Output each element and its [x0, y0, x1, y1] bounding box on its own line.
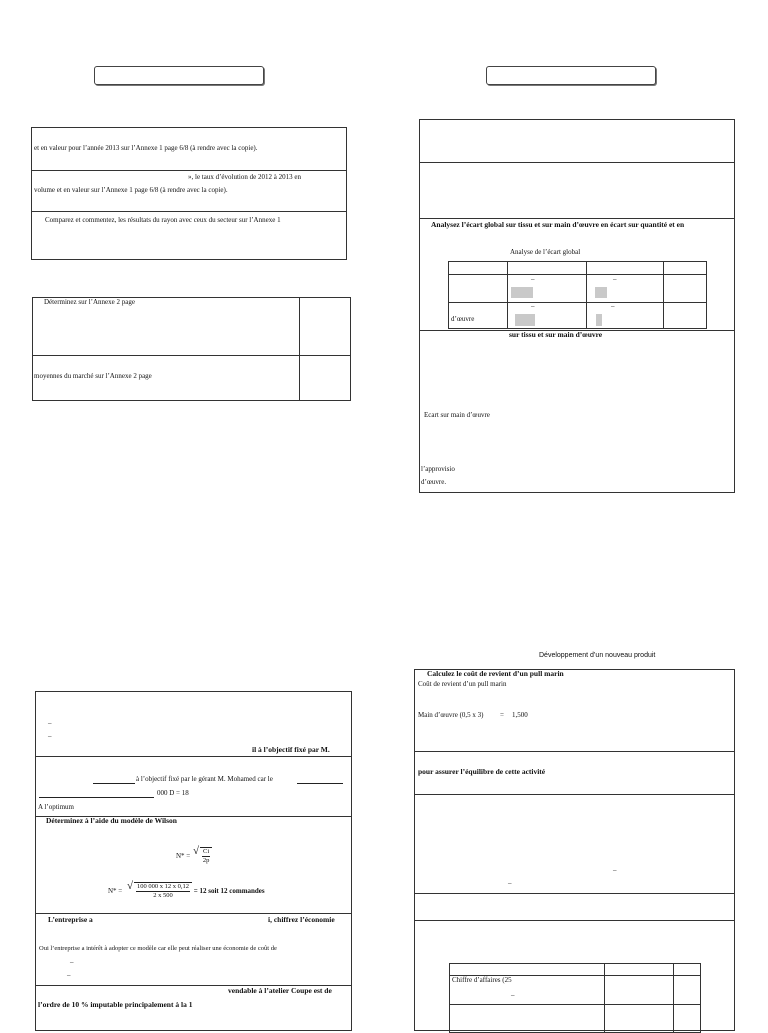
redacted-cell: [595, 287, 607, 298]
objectif-text: à l’objectif fixé par le gérant M. Mohamed car le: [136, 775, 273, 783]
main-oeuvre: Main d’œuvre (0,5 x 3): [418, 711, 484, 719]
calc-result: = 12 soit 12 commandes: [193, 887, 265, 896]
equilibre: pour assurer l’équilibre de cette activité: [418, 767, 546, 776]
objectif-right: il à l’objectif fixé par M.: [252, 745, 330, 754]
approvisio: l’approvisio: [421, 465, 455, 473]
blank-line: [93, 783, 135, 784]
wilson-calculation: N* = √ $\frac{100 000 x 12 x 0,12}{2 x 500}$ = 12 soit 12 commandes: [108, 882, 265, 900]
ecart-mo: Ecart sur main d’œuvre: [424, 411, 490, 419]
text-line: Comparez et commentez, les résultats du rayon avec ceux du secteur sur l’Annexe 1: [45, 216, 281, 224]
value-line: 000 D = 18: [157, 789, 189, 797]
optimum-line: A l’optimum: [38, 803, 74, 811]
text-line: », le taux d’évolution de 2012 à 2013 en: [188, 173, 301, 181]
redacted-cell: [596, 314, 602, 326]
calc-title: Calculez le coût de revient d’un pull marin: [427, 669, 564, 678]
wilson-formula: N* = √ $\frac{Ci}{2p}$: [176, 847, 212, 865]
table-title: Analyse de l’écart global: [510, 248, 581, 256]
text-line: volume et en valeur sur l’Annexe 1 page 6/8 (à rendre avec la copie).: [34, 186, 228, 194]
entreprise-a: L’entreprise a: [48, 915, 93, 924]
tab-box-top-left: [94, 66, 264, 85]
chiffrez: i, chiffrez l’économie: [268, 915, 335, 924]
wilson-question: Déterminez à l’aide du modèle de Wilson: [46, 816, 177, 825]
annexe2-box: [32, 297, 351, 401]
vendable: vendable à l’atelier Coupe est de: [228, 986, 332, 995]
text-line: et en valeur pour l’année 2013 sur l’Annexe 1 page 6/8 (à rendre avec la copie).: [34, 144, 258, 152]
equals: =: [500, 711, 504, 719]
question-ecart: Analysez l’écart global sur tissu et sur main d’œuvre en écart sur quantité et en: [431, 220, 685, 229]
redacted-cell: [511, 287, 533, 298]
text-line: Déterminez sur l’Annexe 2 page: [44, 298, 135, 306]
ca-table: [449, 963, 701, 1033]
text-line: moyennes du marché sur l’Annexe 2 page: [34, 372, 152, 380]
ordre: l’ordre de 10 % imputable principalement à la 1: [38, 1000, 193, 1009]
section-header: Développement d’un nouveau produit: [539, 652, 656, 659]
blank-line: [39, 797, 154, 798]
subheading: sur tissu et sur main d’œuvre: [509, 330, 603, 339]
cout-line: Coût de revient d’un pull marin: [418, 680, 507, 688]
ca-label: Chiffre d’affaires (25: [452, 976, 512, 984]
row-label: d’œuvre: [451, 315, 475, 323]
oeuvre-line: d’œuvre.: [421, 478, 447, 486]
main-value: 1,500: [512, 711, 528, 719]
redacted-cell: [515, 314, 535, 326]
oui-text: Oui l’entreprise a intérêt à adopter ce modèle car elle peut réaliser une économie de coût de: [39, 945, 277, 952]
analysis-table: [448, 261, 707, 329]
tab-box-top-right: [486, 66, 656, 85]
blank-line: [297, 783, 343, 784]
